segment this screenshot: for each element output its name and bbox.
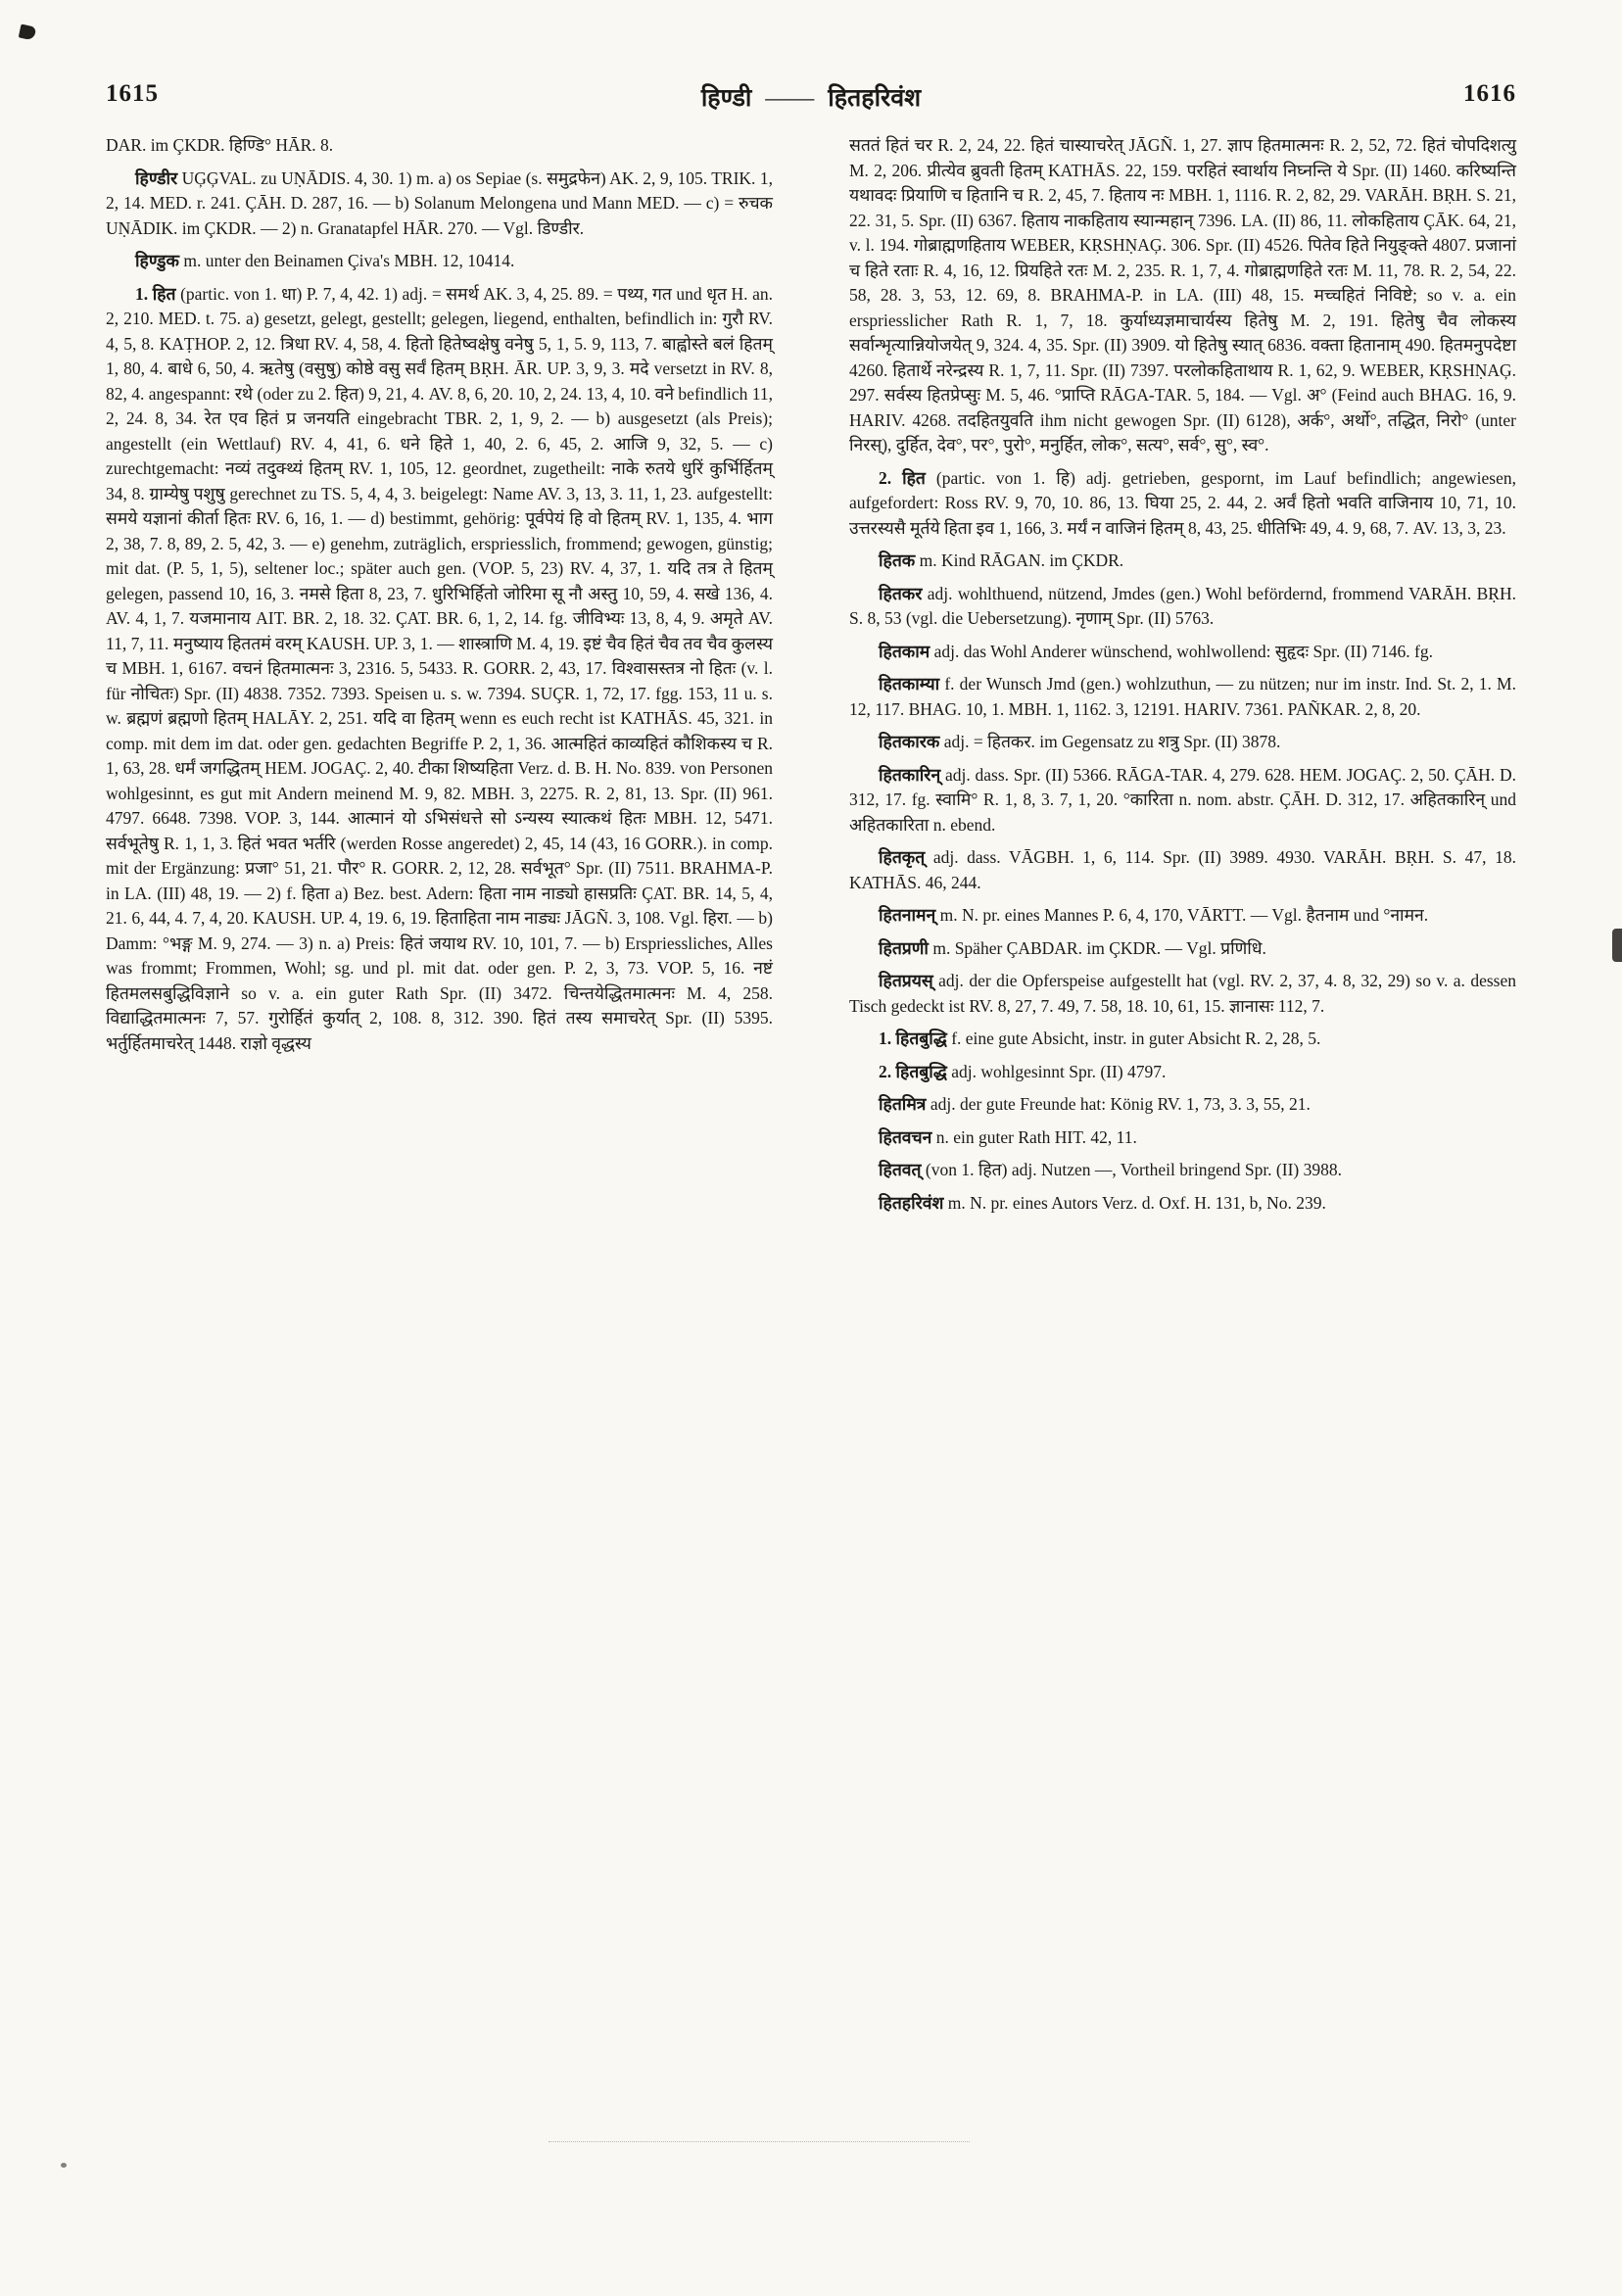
dictionary-entry: हितकाम adj. das Wohl Anderer wünschend, wohlwollend: सुहृदः Spr. (II) 7146. fg. <box>879 641 1433 661</box>
dictionary-entry: 1. हितबुद्धि f. eine gute Absicht, instr. in guter Absicht R. 2, 28, 5. <box>879 1028 1321 1048</box>
entry-headword: हिण्डुक <box>135 251 179 270</box>
dictionary-entry: हितप्रयस् adj. der die Opferspeise aufgestellt hat (vgl. RV. 2, 37, 4. 8, 32, 29) so v. a. dessen Tisch gedeckt ist RV. 8, 27, 7. 49, 7. 58, 18. 10, 61, 15. ज्ञानासः 112, 7. <box>849 971 1516 1016</box>
entry-headword: हितकारक <box>879 732 940 751</box>
entry-headword: हितप्रणी <box>879 937 929 958</box>
dictionary-entry: हितहरिवंश m. N. pr. eines Autors Verz. d. Oxf. H. 131, b, No. 239. <box>879 1192 1326 1213</box>
dictionary-entry: हितवचन n. ein guter Rath HIT. 42, 11. <box>879 1126 1137 1147</box>
dictionary-entry: हितक m. Kind RĀGAN. im ÇKDR. <box>879 550 1124 570</box>
entry-headword: 1. हित <box>135 283 176 304</box>
running-head <box>106 80 1516 114</box>
text-columns <box>106 133 1516 1223</box>
scan-artifact-right-edge <box>1612 929 1622 962</box>
entry-headword: 1. हितबुद्धि <box>879 1028 947 1048</box>
dictionary-entry: हिण्डुक m. unter den Beinamen Çiva's MBH. 12, 10414. <box>135 251 515 270</box>
entry-continuation: सततं हितं चर R. 2, 24, 22. हितं चास्याचरेत् JĀGÑ. 1, 27. ज्ञाप हितमात्मनः R. 2, 52, 72. हितं चोपदिशत्यु M. 2, 206. प्रीत्येव ब्रुवती हितम् KATHĀS. 22, 159. परहितं स्वार्थाय निघ्नन्ति ये Spr. (II) 1460. करिष्यन्ति यथावदः प्रियाणि च हितानि च R. 2, 45, 7. हिताय नः MBH. 1, 1116. R. 2, 82, 29. VARĀH. BṚH. S. 21, 22. 31, 5. Spr. (II) 6367. हिताय नाकहिताय स्यान्महान् 7396. LA. (II) 86, 11. लोकहिताय ÇĀK. 64, 21, v. l. 194. गोब्राह्मणहिताय WEBER, KṚSHṆAĢ. 306. Spr. (II) 4526. पितेव हिते नियुङ्क्ते 4807. प्रजानां च हिते रताः R. 4, 16, 12. प्रियहिते रतः M. 2, 235. R. 1, 7, 4. गोब्राह्मणहिते रतः M. 11, 78. R. 2, 54, 22. 58, 28. 3, 53, 12. 69, 8. BRAHMA-P. in LA. (III) 48, 15. मच्चहितं निविष्टे; so v. a. ein erspriesslicher Rath R. 1, 7, 18. कुर्याध्यज्ञमाचार्यस्य हितेषु M. 2, 191. हितेषु चैव लोकस्य सर्वान्भृत्यान्नियोजयेत् 9, 324. 4, 35. Spr. (II) 3909. यो हितेषु स्यात् 6836. वक्ता हितानाम् 490. हितमनुपदेष्टा 4260. हितार्थे नरेन्द्रस्य R. 1, 7, 11. Spr. (II) 7397. परलोकहिताथाय R. 1, 62, 9. WEBER, KṚSHṆAĢ. 297. सर्वस्य हितप्रेप्सुः M. 5, 46. °प्राप्ति RĀGA-TAR. 5, 184. — Vgl. अ° (Feind auch BHAG. 16, 9. HARIV. 4268. तदहितयुवति ihm nicht gewogen Spr. (II) 6128), अर्क°, अर्थो°, तद्धित, निरो° (unter निरस्), दुर्हित, देव°, पर°, पुरो°, मनुर्हित, लोक°, सत्य°, सर्व°, सु°, स्व°. <box>849 135 1516 454</box>
dictionary-entry: हिण्डीर UĢĢVAL. zu UṆĀDIS. 4, 30. 1) m. a) os Sepiae (s. समुद्रफेन) AK. 2, 9, 105. TRIK. 1, 2, 14. MED. r. 241. ÇĀH. D. 287, 16. — b) Solanum Melongena und Mann MED. — c) = रुचक UṆĀDIK. im ÇKDR. — 2) n. Granatapfel HĀR. 270. — Vgl. डिण्डीर. <box>106 167 773 238</box>
dictionary-entry: हितनामन् m. N. pr. eines Mannes P. 6, 4, 170, VĀRTT. — Vgl. हैतनाम und °नामन. <box>879 905 1429 925</box>
entry-headword: हितकाम <box>879 641 930 661</box>
entry-headword: हितक <box>879 550 916 570</box>
dictionary-entry: हितवत् (von 1. हित) adj. Nutzen —, Vortheil bringend Spr. (II) 3988. <box>879 1160 1342 1179</box>
entry-headword: 2. हितबुद्धि <box>879 1061 947 1081</box>
dictionary-entry: हितकर adj. wohlthuend, nützend, Jmdes (gen.) Wohl befördernd, frommend VARĀH. BṚH. S. 8, 53 (vgl. die Uebersetzung). नृणाम् Spr. (II) 5763. <box>849 583 1516 628</box>
entry-headword: हितप्रयस् <box>879 971 933 990</box>
dictionary-entry: 2. हित (partic. von 1. हि) adj. getrieben, gespornt, im Lauf befindlich; angewiesen, aufgefordert: Ross RV. 9, 70, 10. 86, 13. घिया 25, 2. 44, 2. अर्वं हितो भवति वाजिनाय 10, 71, 10. उत्तरस्यसै मूर्तये हिता इव 1, 166, 3. मर्यं न वाजिनं हितम् 8, 43, 25. धीतिभिः 49, 4. 9, 68, 7. AV. 13, 3, 23. <box>849 467 1516 538</box>
dictionary-entry: हितकारिन् adj. dass. Spr. (II) 5366. RĀGA-TAR. 4, 279. 628. HEM. JOGAÇ. 2, 50. ÇĀH. D. 312, 17. fg. स्वामि° R. 1, 8, 3. 7, 1, 20. °कारिता n. nom. abstr. ÇĀH. D. 312, 17. अहितकारिन् und अहितकारिता n. ebend. <box>849 764 1516 835</box>
scan-artifact-bottom-left <box>61 2163 67 2168</box>
running-head-last-word: हितहरिवंश <box>828 85 922 112</box>
entry-headword: हितनामन् <box>879 905 936 925</box>
dictionary-entry: हितमित्र adj. der gute Freunde hat: König RV. 1, 73, 3. 3, 55, 21. <box>879 1094 1311 1114</box>
dictionary-entry: हितकृत् adj. dass. VĀGBH. 1, 6, 114. Spr. (II) 3989. 4930. VARĀH. BṚH. S. 47, 18. KATHĀS. 46, 244. <box>849 847 1516 892</box>
dictionary-entry: हितप्रणी m. Späher ÇABDAR. im ÇKDR. — Vgl. प्रणिधि. <box>879 937 1266 958</box>
entry-headword: हितकारिन् <box>879 764 941 785</box>
dictionary-entry: 1. हित (partic. von 1. धा) P. 7, 4, 42. 1) adj. = समर्थ AK. 3, 4, 25. 89. = पथ्य, गत und धृत H. an. 2, 210. MED. t. 75. a) gesetzt, gelegt, gestellt; gelegen, liegend, enthalten, befindlich in: गुरौ RV. 4, 5, 8. KAṬHOP. 2, 12. त्रिधा RV. 4, 58, 4. हितो हितेष्वक्षेषु वनेषु 5, 1, 5. 9, 113, 7. बाह्वोस्ते बलं हितम् 1, 80, 4. बाधे 6, 50, 4. ऋतेषु (वसुषु) कोष्ठे वसु सर्वं हितम् BṚH. ĀR. UP. 3, 9, 3. मदे versetzt in RV. 8, 82, 4. angespannt: रथे (oder zu 2. हित) 9, 21, 4. AV. 8, 6, 20. 10, 2, 24. 13, 4, 10. वने befindlich 11, 2, 24. 8, 34. रेत एव हितं प्र जनयति eingebracht TBR. 2, 1, 9, 2. — b) ausgesetzt (als Preis); angestellt (ein Wettlauf) RV. 4, 41, 6. धने हिते 1, 40, 2. 6, 45, 2. आजि 9, 32, 5. — c) zurechtgemacht: नव्यं तदुक्थ्यं हितम् RV. 1, 105, 12. geordnet, zugetheilt: नाके रुतये धुरिं कुर्भिर्हितम् 34, 8. ग्राम्येषु पशुषु gerechnet zu TS. 5, 4, 4, 3. beigelegt: Name AV. 3, 13, 3. 11, 1, 23. aufgestellt: समये यज्ञानां कीर्ता हितः RV. 6, 16, 1. — d) bestimmt, gehörig: पूर्वपेयं हि वो हितम् RV. 1, 135, 4. भाग 2, 38, 7. 8, 89, 2. 5, 42, 3. — e) genehm, zuträglich, erspriesslich, frommend; gewogen, günstig; mit dat. (P. 5, 1, 5), seltener loc.; später auch gen. (VOP. 5, 23) RV. 4, 37, 1. यदि तत्र ते हितम् gelegen, passend 10, 16, 3. नमसे हिता 8, 23, 7. धुरिभिर्हितो जोरिमा सू नौ अस्तु 10, 59, 4. सखे 136, 4. AV. 4, 1, 7. यजमानाय AIT. BR. 2, 18. 32. ÇAT. BR. 6, 1, 2, 14. fg. जीविभ्यः 13, 8, 4, 9. अमृते AV. 11, 7, 11. मनुष्याय हिततमं वरम् KAUSH. UP. 3, 1. — शास्त्राणि M. 4, 19. इष्टं चैव हितं चैव तव चैव कुलस्य च MBH. 1, 6167. वचनं हितमात्मनः 3, 2316. 5, 5433. R. GORR. 2, 43, 17. विश्वासस्तत्र नो हितः (v. l. für नोचितः) Spr. (II) 4838. 7352. 7393. Speisen u. s. w. 7394. SUÇR. 1, 72, 17. fgg. 153, 11 u. s. w. ब्रह्मणं ब्रह्मणो हितम् HALĀY. 2, 251. यदि वा हितम् wenn es euch recht ist KATHĀS. 45, 321. in comp. mit dem im dat. oder gen. gedachten Begriffe P. 2, 1, 36. आत्महितं काव्यहितं कौशिकस्य च R. 1, 63, 28. धर्मं जगद्धितम् HEM. JOGAÇ. 2, 40. टीका शिष्यहिता Verz. d. B. H. No. 839. von Personen wohlgesinnt, es gut mit Andern meinend M. 9, 82. MBH. 3, 2275. R. 2, 81, 13. Spr. (II) 961. 4797. 6648. 7398. VOP. 3, 144. आत्मानं यो ऽभिसंधत्ते सो ऽन्यस्य स्यात्कथं हितः MBH. 12, 5471. सर्वभूतेषु R. 1, 1, 3. हितं भवत भर्तरि (werden Rosse angeredet) 2, 45, 14 (43, 16 GORR.). in comp. mit der Ergänzung: प्रजा° 51, 21. पौर° R. GORR. 2, 12, 28. सर्वभूत° Spr. (II) 7511. BRAHMA-P. in LA. (III) 48, 19. — 2) f. हिता a) Bez. best. Adern: हिता नाम नाड्यो हासप्रतिः ÇAT. BR. 14, 5, 4, 21. 6, 44, 4. 7, 4, 20. KAUSH. UP. 4, 19. 6, 19. हिताहिता नाम नाड्यः JĀGÑ. 3, 108. Vgl. हिरा. — b) Damm: °भङ्ग M. 9, 274. — 3) n. a) Preis: हितं जयाथ RV. 10, 101, 7. — b) Erspriessliches, Alles was frommt; Frommen, Wohl; sg. und pl. mit dat. oder gen. P. 2, 3, 73. VOP. 5, 16. नष्टं हितमलसबुद्धिविज्ञाने so v. a. ein guter Rath Spr. (II) 3472. चिन्तयेद्धितमात्मनः M. 4, 258. विद्याद्धितमात्मनः 7, 57. गुरोर्हितं कुर्यात् 2, 108. 8, 312. 390. हितं तस्य समाचरेत् Spr. (II) 5395. भर्तुर्हितमाचरेत् 1448. राज्ञो वृद्धस्य <box>106 283 773 1053</box>
page-header <box>106 80 1516 114</box>
entry-headword: हितमित्र <box>879 1094 927 1114</box>
entry-headword: हितवत् <box>879 1160 922 1179</box>
page-number-left: 1615 <box>106 80 159 107</box>
entry-headword: 2. हित <box>879 467 926 488</box>
dictionary-entry: 2. हितबुद्धि adj. wohlgesinnt Spr. (II) 4797. <box>879 1061 1167 1081</box>
column-right <box>849 133 1516 1223</box>
entry-continuation: DAR. im ÇKDR. हिण्डि° HĀR. 8. <box>106 135 334 155</box>
running-head-first-word: हिण्डी <box>700 85 752 112</box>
entry-headword: हितकाम्या <box>879 674 940 694</box>
entry-headword: हितहरिवंश <box>879 1192 944 1213</box>
footer-rule <box>549 2141 970 2142</box>
running-head-separator: —— <box>765 85 815 112</box>
column-left <box>106 133 773 1223</box>
entry-headword: हितकर <box>879 583 923 603</box>
page-number-right: 1616 <box>1463 80 1516 107</box>
entry-headword: हिण्डीर <box>135 167 178 188</box>
entry-headword: हितवचन <box>879 1126 932 1147</box>
dictionary-entry: हितकारक adj. = हितकर. im Gegensatz zu शत्रु Spr. (II) 3878. <box>879 732 1281 751</box>
scan-artifact-top-left <box>19 24 37 40</box>
dictionary-entry: हितकाम्या f. der Wunsch Jmd (gen.) wohlzuthun, — zu nützen; nur im instr. Ind. St. 2, 1. M. 12, 117. BHAG. 10, 1. MBH. 1, 1162. 3, 12191. HARIV. 7361. PAÑKAR. 2, 8, 20. <box>849 674 1516 719</box>
entry-headword: हितकृत् <box>879 847 926 867</box>
